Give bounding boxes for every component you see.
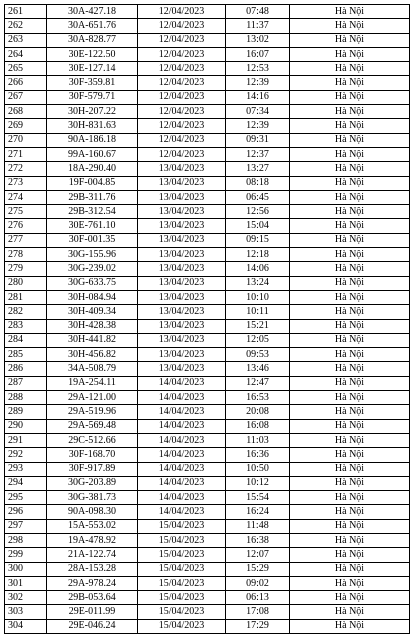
license-plate-cell: 29B-311.76 xyxy=(47,190,138,204)
row-number-cell: 281 xyxy=(5,290,47,304)
date-cell: 13/04/2023 xyxy=(138,319,226,333)
row-number-cell: 271 xyxy=(5,147,47,161)
table-row xyxy=(5,405,410,419)
time-cell: 13:46 xyxy=(226,362,290,376)
license-plate-cell: 15A-553.02 xyxy=(47,519,138,533)
time-cell: 12:18 xyxy=(226,248,290,262)
table-row xyxy=(5,105,410,119)
location-cell: Hà Nội xyxy=(290,548,410,562)
date-cell: 13/04/2023 xyxy=(138,348,226,362)
location-cell: Hà Nội xyxy=(290,591,410,605)
row-number-cell: 303 xyxy=(5,605,47,619)
license-plate-cell: 30H-084.94 xyxy=(47,290,138,304)
license-plate-cell: 30G-239.02 xyxy=(47,262,138,276)
time-cell: 11:37 xyxy=(226,19,290,33)
location-cell: Hà Nội xyxy=(290,605,410,619)
location-cell: Hà Nội xyxy=(290,448,410,462)
row-number-cell: 270 xyxy=(5,133,47,147)
row-number-cell: 301 xyxy=(5,576,47,590)
location-cell: Hà Nội xyxy=(290,233,410,247)
time-cell: 16:36 xyxy=(226,448,290,462)
time-cell: 16:24 xyxy=(226,505,290,519)
time-cell: 15:54 xyxy=(226,491,290,505)
location-cell: Hà Nội xyxy=(290,476,410,490)
violation-table xyxy=(4,4,410,634)
location-cell: Hà Nội xyxy=(290,433,410,447)
time-cell: 10:10 xyxy=(226,290,290,304)
table-row xyxy=(5,419,410,433)
location-cell: Hà Nội xyxy=(290,462,410,476)
table-row xyxy=(5,147,410,161)
table-body xyxy=(5,5,410,634)
row-number-cell: 263 xyxy=(5,33,47,47)
date-cell: 12/04/2023 xyxy=(138,105,226,119)
location-cell: Hà Nội xyxy=(290,176,410,190)
date-cell: 15/04/2023 xyxy=(138,533,226,547)
license-plate-cell: 19F-004.85 xyxy=(47,176,138,190)
time-cell: 13:02 xyxy=(226,33,290,47)
date-cell: 12/04/2023 xyxy=(138,147,226,161)
table-row xyxy=(5,505,410,519)
date-cell: 12/04/2023 xyxy=(138,133,226,147)
time-cell: 20:08 xyxy=(226,405,290,419)
table-row xyxy=(5,476,410,490)
location-cell: Hà Nội xyxy=(290,333,410,347)
time-cell: 16:38 xyxy=(226,533,290,547)
row-number-cell: 291 xyxy=(5,433,47,447)
date-cell: 13/04/2023 xyxy=(138,205,226,219)
license-plate-cell: 30A-427.18 xyxy=(47,5,138,19)
row-number-cell: 267 xyxy=(5,90,47,104)
location-cell: Hà Nội xyxy=(290,90,410,104)
time-cell: 09:53 xyxy=(226,348,290,362)
location-cell: Hà Nội xyxy=(290,248,410,262)
row-number-cell: 289 xyxy=(5,405,47,419)
license-plate-cell: 30G-155.96 xyxy=(47,248,138,262)
license-plate-cell: 19A-254.11 xyxy=(47,376,138,390)
table-row xyxy=(5,319,410,333)
license-plate-cell: 30G-381.73 xyxy=(47,491,138,505)
date-cell: 12/04/2023 xyxy=(138,5,226,19)
time-cell: 11:48 xyxy=(226,519,290,533)
table-row xyxy=(5,276,410,290)
time-cell: 12:05 xyxy=(226,333,290,347)
time-cell: 12:39 xyxy=(226,76,290,90)
row-number-cell: 262 xyxy=(5,19,47,33)
time-cell: 16:07 xyxy=(226,47,290,61)
table-row xyxy=(5,605,410,619)
row-number-cell: 283 xyxy=(5,319,47,333)
license-plate-cell: 30A-828.77 xyxy=(47,33,138,47)
location-cell: Hà Nội xyxy=(290,533,410,547)
time-cell: 12:53 xyxy=(226,62,290,76)
time-cell: 12:39 xyxy=(226,119,290,133)
license-plate-cell: 90A-098.30 xyxy=(47,505,138,519)
table-row xyxy=(5,462,410,476)
location-cell: Hà Nội xyxy=(290,33,410,47)
location-cell: Hà Nội xyxy=(290,133,410,147)
location-cell: Hà Nội xyxy=(290,190,410,204)
location-cell: Hà Nội xyxy=(290,505,410,519)
table-row xyxy=(5,19,410,33)
table-row xyxy=(5,519,410,533)
row-number-cell: 299 xyxy=(5,548,47,562)
location-cell: Hà Nội xyxy=(290,419,410,433)
location-cell: Hà Nội xyxy=(290,219,410,233)
row-number-cell: 286 xyxy=(5,362,47,376)
table-row xyxy=(5,391,410,405)
license-plate-cell: 29A-519.96 xyxy=(47,405,138,419)
date-cell: 13/04/2023 xyxy=(138,176,226,190)
license-plate-cell: 30F-579.71 xyxy=(47,90,138,104)
location-cell: Hà Nội xyxy=(290,62,410,76)
row-number-cell: 278 xyxy=(5,248,47,262)
location-cell: Hà Nội xyxy=(290,76,410,90)
time-cell: 09:15 xyxy=(226,233,290,247)
table-row xyxy=(5,119,410,133)
license-plate-cell: 90A-186.18 xyxy=(47,133,138,147)
time-cell: 16:53 xyxy=(226,391,290,405)
row-number-cell: 290 xyxy=(5,419,47,433)
location-cell: Hà Nội xyxy=(290,376,410,390)
table-row xyxy=(5,219,410,233)
date-cell: 12/04/2023 xyxy=(138,76,226,90)
date-cell: 14/04/2023 xyxy=(138,476,226,490)
location-cell: Hà Nội xyxy=(290,348,410,362)
table-row xyxy=(5,576,410,590)
table-row xyxy=(5,262,410,276)
license-plate-cell: 30A-651.76 xyxy=(47,19,138,33)
date-cell: 15/04/2023 xyxy=(138,562,226,576)
time-cell: 12:07 xyxy=(226,548,290,562)
time-cell: 14:06 xyxy=(226,262,290,276)
row-number-cell: 261 xyxy=(5,5,47,19)
date-cell: 14/04/2023 xyxy=(138,376,226,390)
location-cell: Hà Nội xyxy=(290,262,410,276)
table-row xyxy=(5,433,410,447)
time-cell: 15:29 xyxy=(226,562,290,576)
row-number-cell: 273 xyxy=(5,176,47,190)
time-cell: 13:24 xyxy=(226,276,290,290)
time-cell: 10:11 xyxy=(226,305,290,319)
license-plate-cell: 30G-203.89 xyxy=(47,476,138,490)
time-cell: 09:02 xyxy=(226,576,290,590)
license-plate-cell: 29A-978.24 xyxy=(47,576,138,590)
date-cell: 13/04/2023 xyxy=(138,219,226,233)
date-cell: 14/04/2023 xyxy=(138,448,226,462)
table-row xyxy=(5,62,410,76)
row-number-cell: 265 xyxy=(5,62,47,76)
time-cell: 16:08 xyxy=(226,419,290,433)
row-number-cell: 280 xyxy=(5,276,47,290)
table-row xyxy=(5,33,410,47)
time-cell: 06:45 xyxy=(226,190,290,204)
table-row xyxy=(5,205,410,219)
date-cell: 13/04/2023 xyxy=(138,333,226,347)
date-cell: 14/04/2023 xyxy=(138,419,226,433)
location-cell: Hà Nội xyxy=(290,105,410,119)
license-plate-cell: 29E-011.99 xyxy=(47,605,138,619)
location-cell: Hà Nội xyxy=(290,576,410,590)
time-cell: 11:03 xyxy=(226,433,290,447)
location-cell: Hà Nội xyxy=(290,362,410,376)
license-plate-cell: 30H-441.82 xyxy=(47,333,138,347)
date-cell: 14/04/2023 xyxy=(138,491,226,505)
table-row xyxy=(5,591,410,605)
row-number-cell: 294 xyxy=(5,476,47,490)
license-plate-cell: 99A-160.67 xyxy=(47,147,138,161)
time-cell: 12:56 xyxy=(226,205,290,219)
table-row xyxy=(5,562,410,576)
date-cell: 15/04/2023 xyxy=(138,519,226,533)
row-number-cell: 284 xyxy=(5,333,47,347)
row-number-cell: 268 xyxy=(5,105,47,119)
table-row xyxy=(5,76,410,90)
table-row xyxy=(5,90,410,104)
row-number-cell: 287 xyxy=(5,376,47,390)
time-cell: 10:50 xyxy=(226,462,290,476)
location-cell: Hà Nội xyxy=(290,491,410,505)
date-cell: 14/04/2023 xyxy=(138,505,226,519)
license-plate-cell: 30H-428.38 xyxy=(47,319,138,333)
date-cell: 15/04/2023 xyxy=(138,548,226,562)
date-cell: 13/04/2023 xyxy=(138,190,226,204)
license-plate-cell: 30F-359.81 xyxy=(47,76,138,90)
license-plate-cell: 30E-761.10 xyxy=(47,219,138,233)
location-cell: Hà Nội xyxy=(290,47,410,61)
location-cell: Hà Nội xyxy=(290,162,410,176)
license-plate-cell: 30F-917.89 xyxy=(47,462,138,476)
date-cell: 12/04/2023 xyxy=(138,62,226,76)
table-row xyxy=(5,333,410,347)
time-cell: 12:37 xyxy=(226,147,290,161)
license-plate-cell: 30H-831.63 xyxy=(47,119,138,133)
location-cell: Hà Nội xyxy=(290,305,410,319)
row-number-cell: 300 xyxy=(5,562,47,576)
row-number-cell: 275 xyxy=(5,205,47,219)
table-row xyxy=(5,133,410,147)
time-cell: 17:29 xyxy=(226,619,290,633)
time-cell: 08:18 xyxy=(226,176,290,190)
table-row xyxy=(5,290,410,304)
license-plate-cell: 18A-290.40 xyxy=(47,162,138,176)
row-number-cell: 292 xyxy=(5,448,47,462)
table-row xyxy=(5,491,410,505)
table-row xyxy=(5,305,410,319)
row-number-cell: 295 xyxy=(5,491,47,505)
time-cell: 07:48 xyxy=(226,5,290,19)
location-cell: Hà Nội xyxy=(290,319,410,333)
time-cell: 15:04 xyxy=(226,219,290,233)
time-cell: 13:27 xyxy=(226,162,290,176)
date-cell: 12/04/2023 xyxy=(138,33,226,47)
license-plate-cell: 30H-207.22 xyxy=(47,105,138,119)
table-row xyxy=(5,619,410,633)
date-cell: 15/04/2023 xyxy=(138,591,226,605)
row-number-cell: 304 xyxy=(5,619,47,633)
date-cell: 15/04/2023 xyxy=(138,619,226,633)
date-cell: 13/04/2023 xyxy=(138,290,226,304)
location-cell: Hà Nội xyxy=(290,619,410,633)
row-number-cell: 277 xyxy=(5,233,47,247)
table-row xyxy=(5,5,410,19)
license-plate-cell: 21A-122.74 xyxy=(47,548,138,562)
table-row xyxy=(5,533,410,547)
row-number-cell: 298 xyxy=(5,533,47,547)
table-row xyxy=(5,448,410,462)
location-cell: Hà Nội xyxy=(290,276,410,290)
location-cell: Hà Nội xyxy=(290,405,410,419)
location-cell: Hà Nội xyxy=(290,119,410,133)
time-cell: 15:21 xyxy=(226,319,290,333)
location-cell: Hà Nội xyxy=(290,519,410,533)
date-cell: 14/04/2023 xyxy=(138,405,226,419)
date-cell: 15/04/2023 xyxy=(138,605,226,619)
license-plate-cell: 34A-508.79 xyxy=(47,362,138,376)
time-cell: 07:34 xyxy=(226,105,290,119)
license-plate-cell: 30E-127.14 xyxy=(47,62,138,76)
date-cell: 14/04/2023 xyxy=(138,433,226,447)
date-cell: 12/04/2023 xyxy=(138,90,226,104)
time-cell: 06:13 xyxy=(226,591,290,605)
time-cell: 10:12 xyxy=(226,476,290,490)
license-plate-cell: 28A-153.28 xyxy=(47,562,138,576)
table-row xyxy=(5,190,410,204)
table-row xyxy=(5,248,410,262)
date-cell: 12/04/2023 xyxy=(138,119,226,133)
location-cell: Hà Nội xyxy=(290,205,410,219)
row-number-cell: 302 xyxy=(5,591,47,605)
license-plate-cell: 29A-121.00 xyxy=(47,391,138,405)
date-cell: 13/04/2023 xyxy=(138,233,226,247)
location-cell: Hà Nội xyxy=(290,19,410,33)
row-number-cell: 274 xyxy=(5,190,47,204)
date-cell: 13/04/2023 xyxy=(138,248,226,262)
row-number-cell: 282 xyxy=(5,305,47,319)
license-plate-cell: 29B-312.54 xyxy=(47,205,138,219)
location-cell: Hà Nội xyxy=(290,290,410,304)
location-cell: Hà Nội xyxy=(290,391,410,405)
license-plate-cell: 29C-512.66 xyxy=(47,433,138,447)
license-plate-cell: 30E-122.50 xyxy=(47,47,138,61)
license-plate-cell: 30F-168.70 xyxy=(47,448,138,462)
license-plate-cell: 30F-001.35 xyxy=(47,233,138,247)
license-plate-cell: 29A-569.48 xyxy=(47,419,138,433)
table-row xyxy=(5,176,410,190)
row-number-cell: 279 xyxy=(5,262,47,276)
license-plate-cell: 29B-053.64 xyxy=(47,591,138,605)
date-cell: 13/04/2023 xyxy=(138,262,226,276)
time-cell: 09:31 xyxy=(226,133,290,147)
location-cell: Hà Nội xyxy=(290,562,410,576)
license-plate-cell: 30H-409.34 xyxy=(47,305,138,319)
row-number-cell: 297 xyxy=(5,519,47,533)
date-cell: 13/04/2023 xyxy=(138,362,226,376)
row-number-cell: 288 xyxy=(5,391,47,405)
date-cell: 13/04/2023 xyxy=(138,276,226,290)
location-cell: Hà Nội xyxy=(290,147,410,161)
row-number-cell: 285 xyxy=(5,348,47,362)
time-cell: 14:16 xyxy=(226,90,290,104)
time-cell: 17:08 xyxy=(226,605,290,619)
license-plate-cell: 30H-456.82 xyxy=(47,348,138,362)
date-cell: 13/04/2023 xyxy=(138,162,226,176)
license-plate-cell: 29E-046.24 xyxy=(47,619,138,633)
license-plate-cell: 19A-478.92 xyxy=(47,533,138,547)
table-row xyxy=(5,348,410,362)
table-row xyxy=(5,548,410,562)
license-plate-cell: 30G-633.75 xyxy=(47,276,138,290)
date-cell: 12/04/2023 xyxy=(138,19,226,33)
row-number-cell: 296 xyxy=(5,505,47,519)
table-row xyxy=(5,233,410,247)
row-number-cell: 266 xyxy=(5,76,47,90)
row-number-cell: 272 xyxy=(5,162,47,176)
table-row xyxy=(5,47,410,61)
time-cell: 12:47 xyxy=(226,376,290,390)
row-number-cell: 293 xyxy=(5,462,47,476)
date-cell: 14/04/2023 xyxy=(138,391,226,405)
location-cell: Hà Nội xyxy=(290,5,410,19)
table-row xyxy=(5,376,410,390)
row-number-cell: 269 xyxy=(5,119,47,133)
date-cell: 13/04/2023 xyxy=(138,305,226,319)
table-row xyxy=(5,162,410,176)
row-number-cell: 264 xyxy=(5,47,47,61)
table-row xyxy=(5,362,410,376)
date-cell: 12/04/2023 xyxy=(138,47,226,61)
date-cell: 15/04/2023 xyxy=(138,576,226,590)
date-cell: 14/04/2023 xyxy=(138,462,226,476)
row-number-cell: 276 xyxy=(5,219,47,233)
